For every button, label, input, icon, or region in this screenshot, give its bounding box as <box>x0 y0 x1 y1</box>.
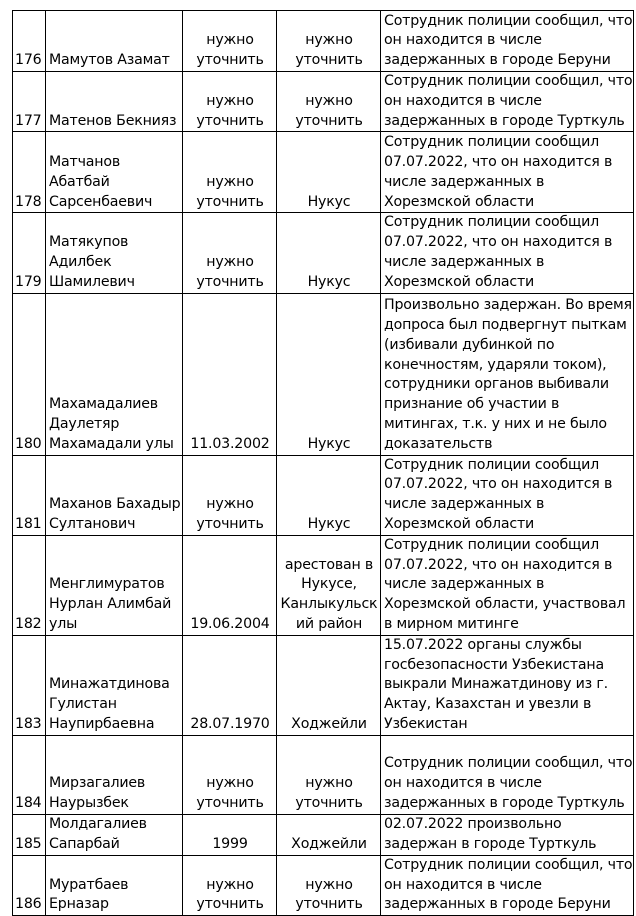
name-cell-line: Молдагалиев <box>49 816 147 833</box>
birth-date-cell-line: уточнить <box>196 794 264 811</box>
birth-date-cell <box>183 735 277 814</box>
location-cell-line: уточнить <box>295 794 363 811</box>
location-cell-line: уточнить <box>295 896 363 913</box>
name-cell-line: Махамадали улы <box>49 435 174 452</box>
location-cell <box>277 213 381 293</box>
location-cell-line: нужно <box>305 775 353 792</box>
description-cell <box>381 213 634 293</box>
description-cell-line: Сотрудник полиции сообщил <box>384 134 600 151</box>
description-cell-line: Сотрудник полиции сообщил <box>384 456 600 473</box>
location-cell-line: нужно <box>305 32 353 49</box>
location-cell <box>277 11 381 72</box>
description-cell <box>381 535 634 635</box>
description-cell-line: задержанных в городе Турткуль <box>384 112 625 129</box>
location-cell-line: Ходжейли <box>291 835 367 852</box>
location-cell-line: Нукус <box>307 273 351 290</box>
description-cell-line: Сотрудник полиции сообщил, что <box>384 73 633 89</box>
name-cell-line: Ерназар <box>49 896 109 913</box>
birth-date-cell <box>183 814 277 855</box>
birth-date-cell <box>183 11 277 72</box>
name-cell-line: Нурлан Алимбай <box>49 596 172 613</box>
row-number-cell: 176 <box>13 11 46 72</box>
location-cell-line: уточнить <box>295 112 363 129</box>
description-cell-line: сотрудники органов выбивали <box>384 376 609 393</box>
table-row <box>13 735 634 814</box>
location-cell <box>277 132 381 213</box>
description-cell-line: числе задержанных в <box>384 253 545 270</box>
name-cell <box>46 132 183 213</box>
name-cell-line: Адилбек <box>49 253 112 270</box>
table-row <box>13 132 634 213</box>
location-cell <box>277 455 381 535</box>
description-cell-line: 07.07.2022, что он находится в <box>384 476 613 493</box>
row-number-cell: 180 <box>13 293 46 455</box>
description-cell-line: доказательств <box>384 435 493 452</box>
description-cell <box>381 72 634 132</box>
location-cell <box>277 814 381 855</box>
location-cell-line: Нукус <box>307 193 351 210</box>
description-cell-line: задержанных в городе Беруни <box>384 896 611 913</box>
description-cell-line: выкрали Минажатдинову из г. <box>384 676 608 693</box>
birth-date-cell-line: уточнить <box>196 515 264 532</box>
name-cell-line: Султанович <box>49 515 136 532</box>
name-cell-line: улы <box>49 615 78 632</box>
table-row <box>13 72 634 132</box>
description-cell-line: числе задержанных в <box>384 496 545 513</box>
table-row <box>13 635 634 735</box>
name-cell-line: Махамадалиев <box>49 396 158 413</box>
name-cell <box>46 635 183 735</box>
description-cell <box>381 11 634 72</box>
birth-date-cell-line: нужно <box>206 876 254 893</box>
description-cell <box>381 293 634 455</box>
table-row <box>13 855 634 915</box>
location-cell <box>277 293 381 455</box>
birth-date-cell-line: нужно <box>206 496 254 513</box>
row-number-cell: 179 <box>13 213 46 293</box>
location-cell <box>277 635 381 735</box>
description-cell-line: допроса был подвергнут пыткам <box>384 317 627 333</box>
description-cell <box>381 814 634 855</box>
description-cell-line: в мирном митинге <box>384 615 519 632</box>
birth-date-cell <box>183 132 277 213</box>
row-number-cell: 178 <box>13 132 46 213</box>
description-cell <box>381 455 634 535</box>
description-cell-line: признание об участии в <box>384 396 560 413</box>
birth-date-cell <box>183 535 277 635</box>
row-number-cell: 182 <box>13 535 46 635</box>
name-cell-line: Минажатдинова <box>49 676 170 693</box>
location-cell <box>277 72 381 132</box>
location-cell-line: Канлыкульск <box>280 596 378 613</box>
name-cell <box>46 735 183 814</box>
birth-date-cell <box>183 635 277 735</box>
location-cell-line: Нукус <box>307 515 351 532</box>
description-cell-line: госбезопасности Узбекистана <box>384 656 604 673</box>
birth-date-cell-line: 11.03.2002 <box>190 435 270 452</box>
name-cell-line: Матчанов <box>49 154 120 170</box>
row-number-cell: 185 <box>13 814 46 855</box>
description-cell-line: задержанных в городе Беруни <box>384 52 611 69</box>
birth-date-cell-line: нужно <box>206 32 254 49</box>
description-cell-line: (избивали дубинкой по <box>384 336 555 353</box>
location-cell-line: нужно <box>305 876 353 893</box>
row-number-cell: 184 <box>13 735 46 814</box>
location-cell <box>277 535 381 635</box>
location-cell-line: Нукусе, <box>301 576 357 593</box>
description-cell-line: он находится в числе <box>384 775 542 792</box>
name-cell-line: Менглимуратов <box>49 576 165 593</box>
table-row <box>13 213 634 293</box>
table-row <box>13 814 634 855</box>
description-cell-line: числе задержанных в <box>384 576 545 593</box>
table-row <box>13 11 634 72</box>
birth-date-cell <box>183 855 277 915</box>
birth-date-cell-line: нужно <box>206 173 254 190</box>
birth-date-cell-line: уточнить <box>196 52 264 69</box>
birth-date-cell-line: нужно <box>206 253 254 270</box>
location-cell-line: арестован в <box>284 556 374 573</box>
name-cell <box>46 72 183 132</box>
row-number-cell: 186 <box>13 855 46 915</box>
description-cell-line: Произвольно задержан. Во время <box>384 297 632 314</box>
name-cell-line: Шамилевич <box>49 273 135 290</box>
description-cell-line: он находится в числе <box>384 92 542 109</box>
name-cell <box>46 855 183 915</box>
description-cell-line: Хорезмской области <box>384 193 535 210</box>
name-cell-line: Сапарбай <box>49 835 120 852</box>
row-number-cell: 183 <box>13 635 46 735</box>
description-cell-line: 07.07.2022, что он находится в <box>384 154 613 170</box>
name-cell <box>46 213 183 293</box>
description-cell-line: митингах, т.к. у них и не было <box>384 415 607 432</box>
description-cell-line: Узбекистан <box>384 715 468 732</box>
birth-date-cell-line: уточнить <box>196 112 264 129</box>
description-cell-line: Сотрудник полиции сообщил, что <box>384 856 633 873</box>
description-cell-line: Сотрудник полиции сообщил <box>384 214 600 231</box>
name-cell-line: Наурызбек <box>49 794 129 811</box>
birth-date-cell-line: 28.07.1970 <box>190 715 270 732</box>
description-cell <box>381 855 634 915</box>
description-cell-line: 07.07.2022, что он находится в <box>384 556 613 573</box>
name-cell <box>46 814 183 855</box>
location-cell-line: Ходжейли <box>291 715 367 732</box>
name-cell <box>46 293 183 455</box>
name-cell-line: Мирзагалиев <box>49 775 146 792</box>
name-cell-line: Мамутов Азамат <box>49 52 170 69</box>
birth-date-cell-line: 1999 <box>212 835 248 852</box>
description-cell <box>381 132 634 213</box>
description-cell-line: числе задержанных в <box>384 173 545 190</box>
name-cell-line: Даулетяр <box>49 415 120 432</box>
description-cell-line: 07.07.2022, что он находится в <box>384 234 613 251</box>
location-cell-line: уточнить <box>295 52 363 69</box>
name-cell-line: Гулистан <box>49 696 117 713</box>
description-cell-line: Сотрудник полиции сообщил, что <box>384 755 633 772</box>
name-cell-line: Матякупов <box>49 234 129 251</box>
description-cell-line: 15.07.2022 органы службы <box>384 636 582 653</box>
name-cell <box>46 535 183 635</box>
birth-date-cell-line: уточнить <box>196 896 264 913</box>
location-cell <box>277 735 381 814</box>
description-cell-line: конечностям, ударяли током), <box>384 356 607 373</box>
name-cell-line: Абатбай <box>49 173 110 190</box>
description-cell-line: задержан в городе Турткуль <box>384 835 597 852</box>
location-cell <box>277 855 381 915</box>
detainees-table <box>12 10 634 916</box>
description-cell <box>381 635 634 735</box>
birth-date-cell <box>183 213 277 293</box>
location-cell-line: нужно <box>305 92 353 109</box>
row-number-cell: 177 <box>13 72 46 132</box>
name-cell <box>46 455 183 535</box>
birth-date-cell-line: уточнить <box>196 273 264 290</box>
table-body <box>13 11 634 916</box>
birth-date-cell-line: 19.06.2004 <box>190 615 270 632</box>
description-cell <box>381 735 634 814</box>
name-cell-line: Муратбаев <box>49 876 129 893</box>
description-cell-line: Сотрудник полиции сообщил <box>384 536 600 553</box>
location-cell-line: ий район <box>295 615 363 632</box>
name-cell <box>46 11 183 72</box>
description-cell-line: он находится в числе <box>384 32 542 49</box>
birth-date-cell-line: уточнить <box>196 193 264 210</box>
location-cell-line: Нукус <box>307 435 351 452</box>
description-cell-line: он находится в числе <box>384 876 542 893</box>
name-cell-line: Матенов Бекнияз <box>49 112 177 129</box>
description-cell-line: Актау, Казахстан и увезли в <box>384 696 592 713</box>
table-row <box>13 293 634 455</box>
description-cell-line: Хорезмской области, участвовал <box>384 596 626 613</box>
description-cell-line: 02.07.2022 произвольно <box>384 816 562 833</box>
description-cell-line: Хорезмской области <box>384 515 535 532</box>
birth-date-cell <box>183 455 277 535</box>
name-cell-line: Сарсенбаевич <box>49 193 153 210</box>
birth-date-cell-line: нужно <box>206 775 254 792</box>
description-cell-line: Хорезмской области <box>384 273 535 290</box>
description-cell-line: Сотрудник полиции сообщил, что <box>384 12 633 29</box>
row-number-cell: 181 <box>13 455 46 535</box>
birth-date-cell <box>183 72 277 132</box>
name-cell-line: Наупирбаевна <box>49 715 155 732</box>
table-row <box>13 455 634 535</box>
birth-date-cell-line: нужно <box>206 92 254 109</box>
description-cell-line: задержанных в городе Турткуль <box>384 794 625 811</box>
table-row <box>13 535 634 635</box>
birth-date-cell <box>183 293 277 455</box>
name-cell-line: Маханов Бахадыр <box>49 496 181 513</box>
